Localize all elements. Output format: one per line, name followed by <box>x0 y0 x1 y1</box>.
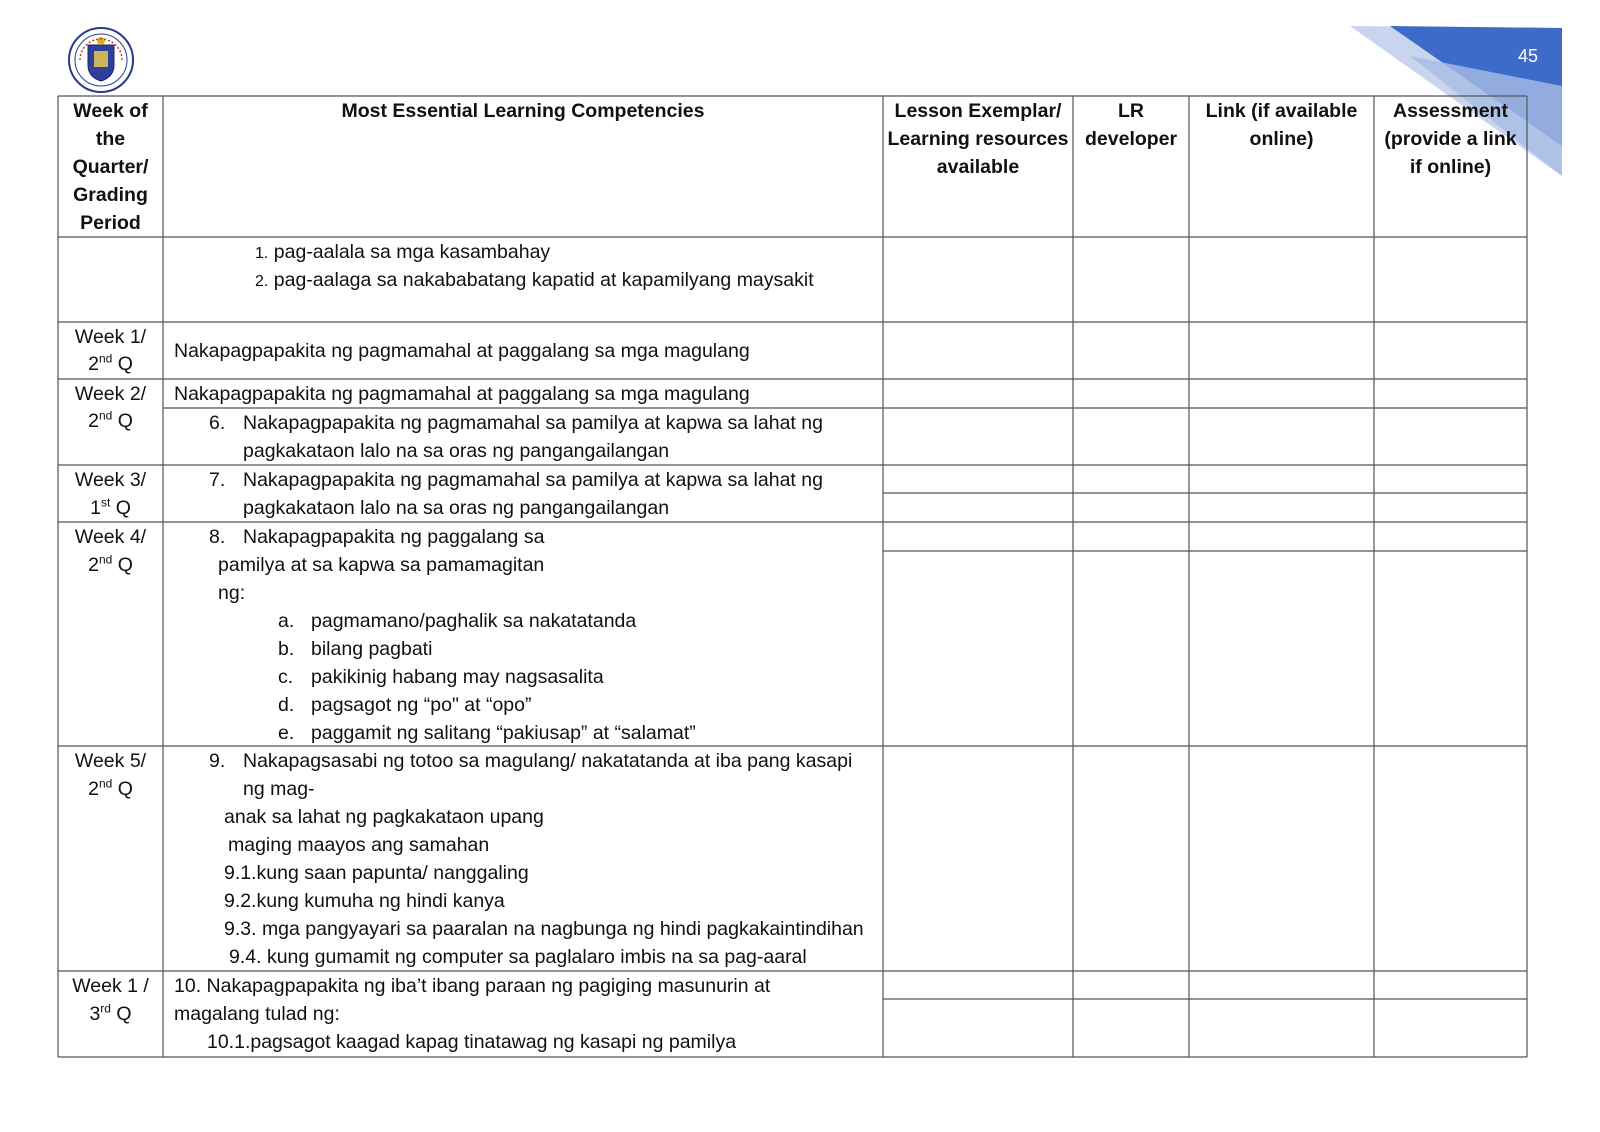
header-assessment: Assessment (provide a link if online) <box>1384 100 1517 178</box>
list-marker: 2. <box>255 273 269 290</box>
list-item-text: pag-aalaga sa nakababatang kapatid at kapamilyang maysakit <box>273 269 814 291</box>
list-marker: 1. <box>255 245 269 262</box>
sub-item-text: 9.3. mga pangyayari sa paaralan na nagbunga ng hindi pagkakaintindihan <box>224 918 864 940</box>
quarter-label: 1st Q <box>90 495 131 519</box>
list-item-text: paggamit ng salitang “pakiusap” at “salamat” <box>311 722 696 744</box>
quarter-label: 2nd Q <box>88 552 133 576</box>
competency-text: Nakapagpapakita ng pagmamahal sa pamilya at kapwa sa lahat ng <box>243 469 823 491</box>
competency-text: Nakapagpapakita ng pagmamahal at paggalang sa mga magulang <box>174 340 750 362</box>
sub-item-text: 10.1.pagsagot kaagad kapag tinatawag ng kasapi ng pamilya <box>207 1031 737 1053</box>
competency-text: Nakapagpapakita ng pagmamahal sa pamilya at kapwa sa lahat ng <box>243 412 823 434</box>
list-item-text: bilang pagbati <box>311 638 433 660</box>
header-link: Link (if available online) <box>1205 100 1358 150</box>
sub-item-text: 9.2.kung kumuha ng hindi kanya <box>224 890 505 912</box>
list-marker: 7. <box>209 469 226 491</box>
header-melc: Most Essential Learning Competencies <box>341 100 705 122</box>
header-lr-developer: LR developer <box>1085 100 1178 150</box>
list-item <box>255 266 814 296</box>
list-marker: 6. <box>209 412 226 434</box>
list-marker: e. <box>278 722 295 744</box>
list-item-text: pag-aalala sa mga kasambahay <box>273 241 551 263</box>
quarter-label: 2nd Q <box>88 351 133 375</box>
list-item-text: pagsagot ng “po" at “opo” <box>311 694 532 716</box>
week-label: Week 1/ <box>74 326 147 348</box>
week-label: Week 2/ <box>74 383 147 405</box>
week-label: Week 4/ <box>74 526 147 548</box>
competency-text: Nakapagpapakita ng pagmamahal at paggalang sa mga magulang <box>174 383 750 405</box>
header-lesson-exemplar: Lesson Exemplar/ Learning resources available <box>887 100 1069 178</box>
list-marker: a. <box>278 610 295 632</box>
list-item-text: pakikinig habang may nagsasalita <box>311 666 604 688</box>
competency-text: Nakapagpapakita ng paggalang sa <box>243 526 545 548</box>
competency-text: pamilya at sa kapwa sa pamamagitan <box>218 554 545 576</box>
quarter-label: 2nd Q <box>88 408 133 432</box>
competency-text: pagkakataon lalo na sa oras ng pangangailangan <box>243 497 670 519</box>
competency-text: pagkakataon lalo na sa oras ng pangangailangan <box>243 440 670 462</box>
week-label: Week 1 / <box>72 975 149 997</box>
quarter-label: 2nd Q <box>88 776 133 800</box>
competency-text: ng: <box>218 582 246 604</box>
sub-item-text: 9.4. kung gumamit ng computer sa paglalaro imbis na sa pag-aaral <box>229 946 807 968</box>
quarter-label: 3rd Q <box>89 1001 132 1025</box>
competency-text: 10. Nakapagpapakita ng iba’t ibang paraan ng pagiging masunurin at <box>174 975 771 997</box>
week-label: Week 5/ <box>74 750 147 772</box>
competency-text: anak sa lahat ng pagkakataon upang <box>224 806 544 828</box>
competency-text: Nakapagsasabi ng totoo sa magulang/ nakatatanda at iba pang kasapi <box>243 750 853 772</box>
list-item-text: pagmamano/paghalik sa nakatatanda <box>311 610 637 632</box>
list-marker: d. <box>278 694 295 716</box>
list-marker: 8. <box>209 526 226 548</box>
list-marker: b. <box>278 638 295 660</box>
list-item <box>255 238 550 268</box>
list-marker: 9. <box>209 750 226 772</box>
list-marker: c. <box>278 666 294 688</box>
competency-text: maging maayos ang samahan <box>228 834 490 856</box>
competency-text: magalang tulad ng: <box>174 1003 340 1025</box>
competency-text: ng mag- <box>243 778 315 800</box>
week-label: Week 3/ <box>74 469 147 491</box>
page-number: 45 <box>1518 46 1539 66</box>
header-week: Week of the Quarter/ Grading Period <box>72 100 149 234</box>
sub-item-text: 9.1.kung saan papunta/ nanggaling <box>224 862 529 884</box>
